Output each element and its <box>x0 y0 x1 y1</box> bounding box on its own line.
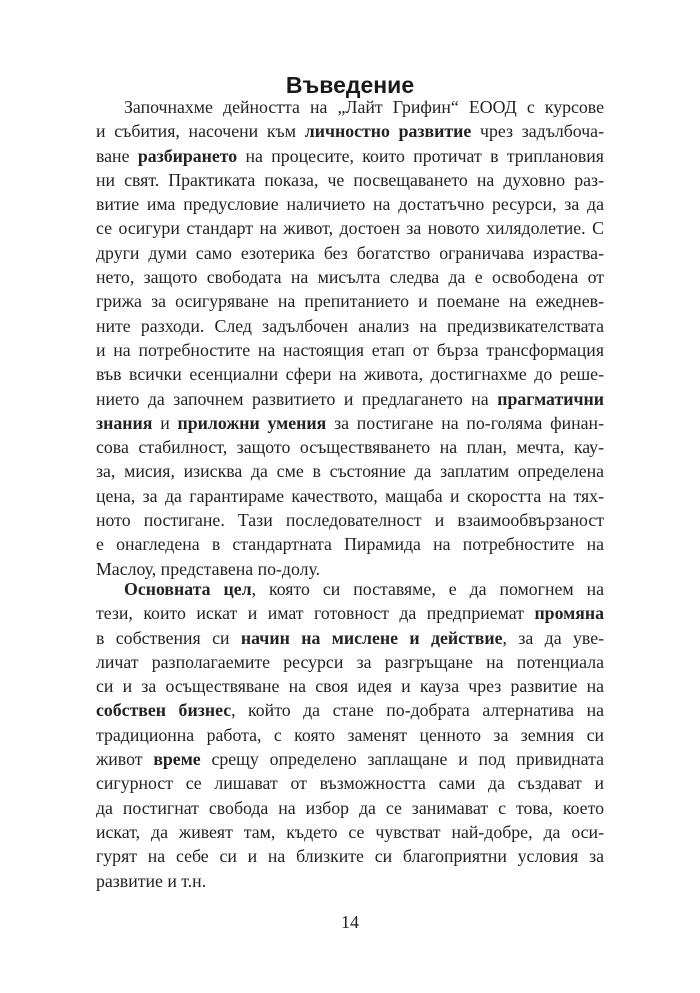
text-line <box>96 626 604 650</box>
text-run: развитие и т.н. <box>96 870 207 891</box>
bold-phrase: промяна <box>534 603 604 624</box>
text-line <box>96 265 604 289</box>
text-line <box>96 698 604 722</box>
text-line <box>96 796 604 820</box>
text-line <box>96 314 604 338</box>
text-run: сова стабилност, защото осъществяването на план, мечта, кау- <box>96 437 604 458</box>
text-run: да постигнат свобода на избор да се занимават с това, което <box>96 797 604 818</box>
page-title: Въведение <box>285 72 415 98</box>
text-run: Започнахме дейността на „Лайт Грифин“ ЕООД с курсове <box>124 97 604 117</box>
text-line <box>96 820 604 844</box>
text-run: витие има предусловие наличието на достатъчно ресурси, за да <box>96 194 604 215</box>
bold-phrase: Основната цел <box>124 579 252 599</box>
text-line <box>96 387 604 411</box>
text-run: ното постигане. Тази последователност и взаимообвързаност <box>96 510 604 531</box>
text-line <box>96 869 604 893</box>
text-run: се осигури стандарт на живот, достоен за новото хилядолетие. С <box>96 218 604 239</box>
text-line <box>96 289 604 313</box>
text-line <box>96 144 604 168</box>
text-line <box>96 216 604 240</box>
text-run: цена, за да гарантираме качеството, мащаба и скоростта на тях- <box>96 485 604 506</box>
text-line <box>96 723 604 747</box>
text-line <box>96 771 604 795</box>
text-run: ни свят. Практиката показа, че посвещаването на духовно раз- <box>96 169 604 190</box>
text-run: живот <box>96 749 154 770</box>
text-run: сигурност се лишават от възможността сами да създават и <box>96 773 604 794</box>
text-run: нието да започнем развитието и предлагането на <box>96 388 498 409</box>
text-run: и на потребностите на настоящия етап от бърза трансформация <box>96 339 604 360</box>
text-line <box>96 577 604 601</box>
text-run: срещу определено заплащане и под привидната <box>200 749 604 770</box>
text-run: за, мисия, изисква да сме в състояние да заплатим определена <box>96 461 604 482</box>
text-run: грижа за осигуряване на препитанието и поемане на ежеднев- <box>96 291 604 312</box>
text-line <box>96 484 604 508</box>
bold-phrase: прагматични <box>497 388 604 409</box>
text-run: , който да стане по-добрата алтернатива на <box>231 700 604 721</box>
text-run: и събития, насочени към <box>96 121 305 142</box>
text-run: ните разходи. След задълбочен анализ на предизвикателствата <box>96 315 604 336</box>
text-run: е онагледена в стандартната Пирамида на потребностите на <box>96 534 604 555</box>
text-run: Маслоу, представена по-долу. <box>96 558 321 579</box>
text-run: ване <box>96 145 138 166</box>
text-line <box>96 435 604 459</box>
text-line <box>96 119 604 143</box>
text-line <box>96 747 604 771</box>
bold-phrase: начин на мислене и действие <box>240 627 503 648</box>
bold-phrase: личностно развитие <box>304 121 472 142</box>
bold-phrase: време <box>153 749 201 770</box>
paragraph-main-goal <box>96 577 604 893</box>
text-run: за постигане на по-голяма финан- <box>326 412 604 433</box>
text-line <box>96 362 604 386</box>
text-run: във всички есенциални сфери на живота, достигнахме до реше- <box>96 364 604 385</box>
text-run: чрез задълбоча- <box>471 121 604 142</box>
text-line <box>96 411 604 435</box>
text-run: традиционна работа, с която заменят ценното за земния си <box>96 724 604 745</box>
text-run: си и за осъществяване на своя идея и кауза чрез развитие на <box>96 676 604 697</box>
text-line <box>96 95 604 119</box>
bold-phrase: знания <box>96 412 153 433</box>
text-run: други думи само езотерика без богатство ограничава израства- <box>96 242 604 263</box>
text-line <box>96 168 604 192</box>
text-line <box>96 674 604 698</box>
text-line <box>96 532 604 556</box>
text-line <box>96 241 604 265</box>
text-line <box>96 338 604 362</box>
text-run: нето, защото свободата на мисълта следва да е освободена от <box>96 267 604 288</box>
text-line <box>96 192 604 216</box>
text-run: в собствения си <box>96 627 241 648</box>
text-run: тези, които искат и имат готовност да предприемат <box>96 603 535 624</box>
bold-phrase: приложни умения <box>177 412 327 433</box>
text-run: гурят на себе си и на близките си благоприятни условия за <box>96 846 604 867</box>
text-line <box>96 459 604 483</box>
bold-phrase: собствен бизнес <box>96 700 232 721</box>
text-run: искат, да живеят там, където се чувстват най-добре, да оси- <box>96 821 604 842</box>
text-run: , която си поставяме, е да помогнем на <box>251 579 604 599</box>
text-run: личат разполагаемите ресурси за разгръщане на потенциала <box>96 651 604 672</box>
text-line <box>96 508 604 532</box>
page-number: 14 <box>341 912 359 932</box>
text-run: на процесите, които протичат в триплановия <box>237 145 604 166</box>
text-line <box>96 601 604 625</box>
text-line <box>96 650 604 674</box>
paragraph-intro <box>96 95 604 581</box>
text-run: , за да уве- <box>502 627 605 648</box>
bold-phrase: разбирането <box>137 145 238 166</box>
text-run: и <box>152 412 178 433</box>
text-line <box>96 844 604 868</box>
